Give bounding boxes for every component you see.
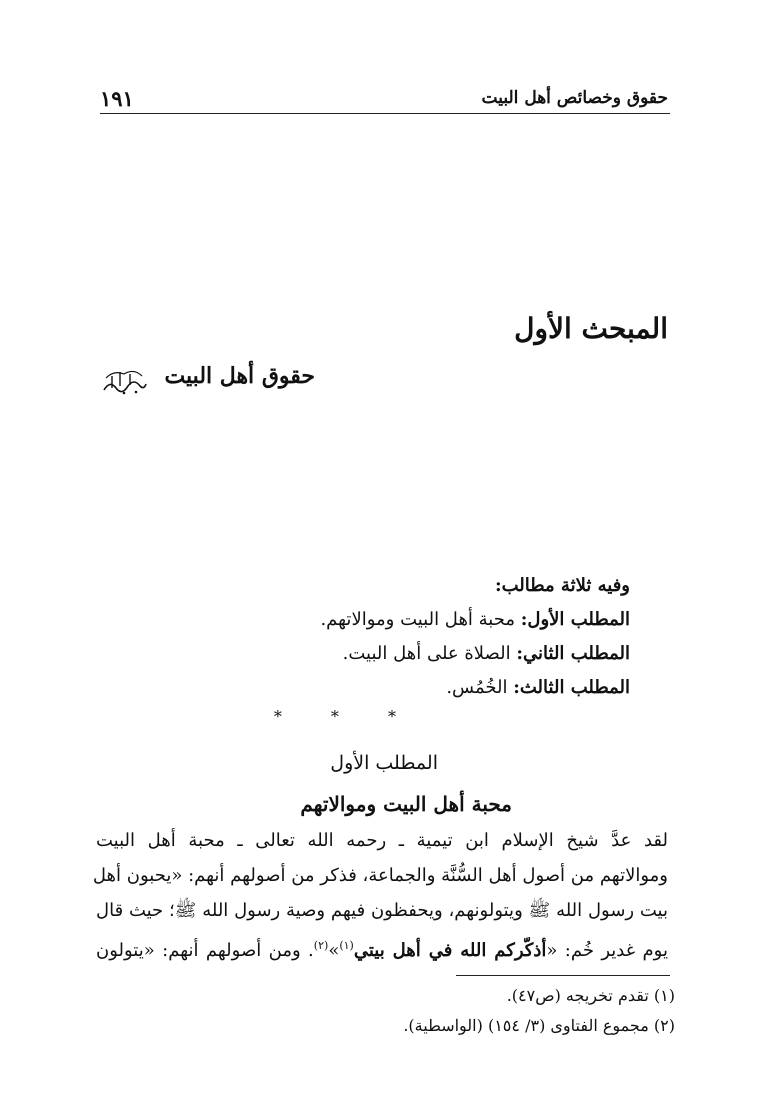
subsection-text: الصلاة على أهل البيت. bbox=[342, 643, 511, 664]
honorific-calligraphy-icon bbox=[100, 366, 148, 396]
footnote bbox=[403, 1016, 675, 1035]
matlab-label: المطلب الأول bbox=[330, 752, 438, 774]
subsections-intro: وفيه ثلاثة مطالب: bbox=[494, 575, 630, 596]
body-text-fragment: يوم غدير خُم: « bbox=[546, 940, 668, 961]
page-number: ١٩١ bbox=[100, 86, 134, 111]
footnote-text: تقدم تخريجه (ص٤٧). bbox=[506, 986, 649, 1005]
subsection-text: الخُمُس. bbox=[446, 677, 508, 698]
subsection-item bbox=[320, 603, 630, 637]
subsection-item bbox=[320, 671, 630, 705]
body-text-fragment: . ومن أصولهم أنهم: «يتولون bbox=[96, 940, 314, 961]
section-subtitle: حقوق أهل البيت bbox=[164, 363, 315, 389]
subsection-item bbox=[320, 637, 630, 671]
hadith-quote: أذكّركم الله في أهل بيتي bbox=[353, 940, 547, 961]
footnote-number: (١) bbox=[653, 986, 675, 1005]
subsections-list bbox=[320, 569, 630, 705]
subsection-label: المطلب الثالث: bbox=[513, 677, 630, 698]
running-title: حقوق وخصائص أهل البيت bbox=[481, 88, 668, 108]
body-line: لقد عدَّ شيخ الإسلام ابن تيمية ـ رحمه الله تعالى ـ محبة أهل البيت bbox=[96, 830, 668, 851]
matlab-title: محبة أهل البيت وموالاتهم bbox=[300, 792, 512, 816]
footnote-rule bbox=[456, 975, 670, 976]
body-text-fragment: » bbox=[328, 940, 340, 961]
subsection-label: المطلب الثاني: bbox=[516, 643, 630, 664]
footnote-ref: (٢) bbox=[313, 939, 329, 952]
body-line: وموالاتهم من أصول أهل السُّنَّة والجماعة، فذكر من أصولهم أنهم: «يحبون أهل bbox=[92, 865, 668, 886]
footnote-text: مجموع الفتاوى (٣/ ١٥٤) (الواسطية). bbox=[403, 1016, 649, 1035]
section-title: المبحث الأول bbox=[514, 312, 668, 345]
body-line: بيت رسول الله ﷺ ويتولونهم، ويحفظون فيهم وصية رسول الله ﷺ؛ حيث قال bbox=[96, 900, 668, 921]
subsection-text: محبة أهل البيت وموالاتهم. bbox=[320, 609, 516, 630]
footnote-ref: (١) bbox=[339, 939, 354, 952]
footnote-number: (٢) bbox=[653, 1016, 675, 1035]
header-rule bbox=[100, 113, 670, 114]
body-paragraph bbox=[92, 823, 668, 968]
footnote bbox=[507, 986, 675, 1005]
body-line bbox=[96, 928, 668, 968]
subsection-label: المطلب الأول: bbox=[520, 609, 630, 630]
section-separator: * * * bbox=[273, 707, 418, 726]
